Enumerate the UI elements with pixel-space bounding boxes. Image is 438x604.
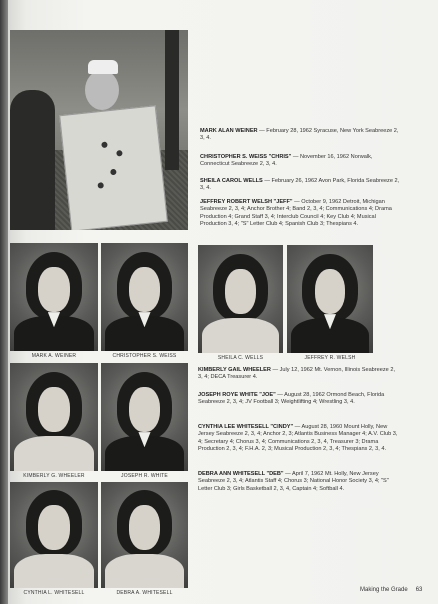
portrait-debra-whitesell [101,482,188,588]
portrait-sheila-wells [198,245,283,353]
portrait-caption: JEFFREY R. WELSH [304,355,356,361]
portrait-caption: MARK A. WEINER [31,353,77,359]
portrait-kimberly-wheeler [10,363,98,471]
portrait-caption: SHEILA C. WELLS [217,355,264,361]
bio-text: — July 12, 1962 Mt. Vernon, Illinois Seabreeze 2, 3, 4; DECA Treasurer 4. [198,367,396,381]
portrait-caption: CYNTHIA L. WHITESELL [23,590,85,596]
portrait-caption: KIMBERLY G. WHEELER [23,473,85,479]
portrait-caption: CHRISTOPHER S. WEISS [112,353,177,359]
bio-entry [198,471,398,493]
bio-text: — August 28, 1960 Mount Holly, New Jersey Seabreeze 2, 3, 4; Anchor 2, 3; Atlantis Business Manager 4; A.V. Club 3, 4; Secretary 4; Chorus 3, 4; Communications 2, 3, 4, Treasurer 3; Drama Production 2, 3, 4; F.H.A. 2, 3; Musical Production 2, 3, 4; Thespians 2, 3, 4. [198,424,398,453]
page-binding-edge [0,0,8,604]
portrait-cynthia-whitesell [10,482,98,588]
bio-name: JOSEPH ROYE WHITE "JOE" [198,392,276,398]
bio-text: — February 28, 1962 Syracuse, New York Seabreeze 2, 3, 4. [200,128,399,142]
bio-name: JEFFREY ROBERT WELSH "JEFF" [200,199,293,205]
bio-text: — April 7, 1962 Mt. Holly, New Jersey Seabreeze 2, 3, 4; Atlantis Staff 4; Chorus 3; National Honor Society 3, 4; "S" Letter Club 3; Girls Basketball 2, 3, 4, Captain 4; Softball 4. [198,471,389,492]
bio-text: — February 26, 1962 Avon Park, Florida Seabreeze 2, 3, 4. [200,178,400,192]
portrait-caption: DEBRA A. WHITESELL [116,590,173,596]
portrait-caption: JOSEPH R. WHITE [121,473,168,479]
candid-photo [10,30,188,230]
bio-entry [200,154,400,169]
bio-text: — November 16, 1962 Norwalk, Connecticut Seabreeze 2, 3, 4. [200,154,373,168]
bio-entry [200,199,400,229]
bio-name: CYNTHIA LEE WHITESELL "CINDY" [198,424,294,430]
bio-text: — August 28, 1962 Ormond Beach, Florida Seabreeze 2, 3, 4; JV Football 3; Weightlifting 4; Wrestling 3, 4. [198,392,385,406]
portrait-jeffrey-welsh [287,245,373,353]
bio-entry [200,128,400,143]
bio-name: MARK ALAN WEINER [200,128,258,134]
bio-entry [200,178,400,193]
page-number: 63 [415,587,423,593]
bio-entry [198,424,398,454]
bio-name: SHEILA CAROL WELLS [200,178,263,184]
portrait-joseph-white [101,363,188,471]
bio-entry [198,392,398,407]
page-footer [360,587,422,593]
bio-entry [198,367,398,382]
bio-name: KIMBERLY GAIL WHEELER [198,367,271,373]
portrait-christopher-weiss [101,243,188,351]
portrait-mark-weiner [10,243,98,351]
bio-name: CHRISTOPHER S. WEISS "CHRIS" [200,154,292,160]
bio-name: DEBRA ANN WHITESELL "DEB" [198,471,284,477]
bio-text: — October 9, 1962 Detroit, Michigan Seabreeze 2, 3, 4; Anchor Brother 4; Band 2, 3, 4; Communications 4; Drama Production 4; Grand Staff 3, 4; Interclub Council 4; Key Club 4; Musical Production 3, 4; "S" Letter Club 4; Spanish Club 3; Thespians 4. [200,199,392,228]
section-title: Making the Grade [360,587,408,593]
